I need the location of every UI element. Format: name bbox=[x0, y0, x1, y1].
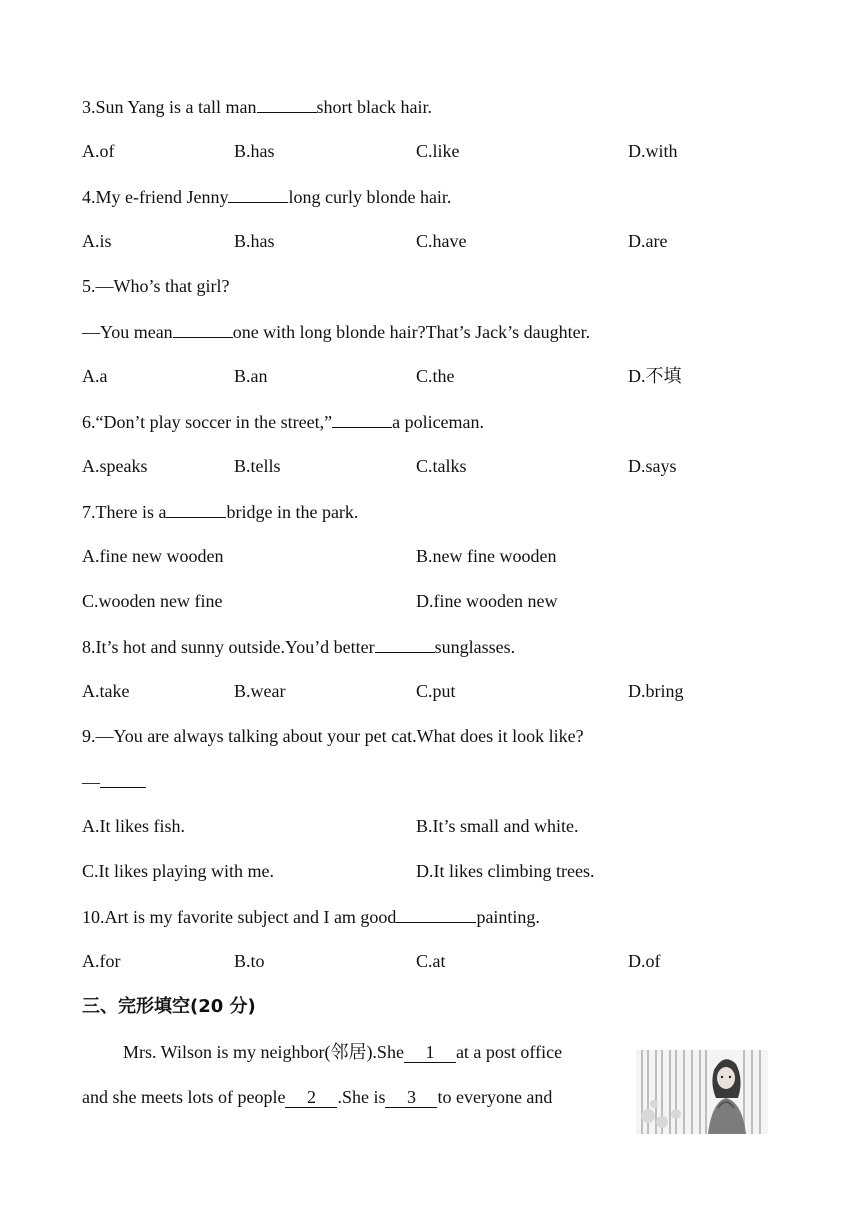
option-b: B.has bbox=[234, 231, 275, 251]
question-5: 5.—Who’s that girl? bbox=[82, 276, 230, 296]
question-text: 4.My e-friend Jenny bbox=[82, 187, 229, 207]
option-c: C.wooden new fine bbox=[82, 591, 223, 611]
option-a: A.take bbox=[82, 681, 130, 701]
option-a: A.It likes fish. bbox=[82, 816, 185, 836]
option-a: A.for bbox=[82, 951, 121, 971]
question-text: painting. bbox=[476, 907, 540, 927]
question-9-reply bbox=[82, 769, 146, 794]
question-text: bridge in the park. bbox=[226, 502, 359, 522]
option-c: C.like bbox=[416, 141, 460, 161]
answer-blank bbox=[332, 409, 392, 428]
woman-illustration-svg bbox=[636, 1050, 768, 1134]
question-text: 6.“Don’t play soccer in the street,” bbox=[82, 412, 333, 432]
passage-text: Mrs. Wilson is my neighbor(邻居).She bbox=[123, 1042, 404, 1062]
cloze-blank-2: 2 bbox=[285, 1087, 337, 1108]
option-b: B.has bbox=[234, 141, 275, 161]
question-7 bbox=[82, 499, 358, 524]
passage-text: to everyone and bbox=[437, 1087, 553, 1107]
passage-text: at a post office bbox=[455, 1042, 563, 1062]
answer-blank bbox=[375, 634, 435, 653]
answer-blank bbox=[173, 319, 233, 338]
cloze-blank-3: 3 bbox=[385, 1087, 437, 1108]
option-c: C.talks bbox=[416, 456, 467, 476]
question-text: 3.Sun Yang is a tall man bbox=[82, 97, 257, 117]
question-text: — bbox=[82, 772, 100, 792]
cloze-blank-1: 1 bbox=[404, 1042, 456, 1063]
question-3 bbox=[82, 94, 432, 119]
option-a: A.fine new wooden bbox=[82, 546, 224, 566]
option-c: C.at bbox=[416, 951, 446, 971]
option-a: A.a bbox=[82, 366, 108, 386]
option-d: D.bring bbox=[628, 681, 684, 701]
option-d: D.不填 bbox=[628, 366, 682, 386]
answer-blank bbox=[100, 769, 146, 788]
passage-text: and she meets lots of people bbox=[82, 1087, 286, 1107]
question-8 bbox=[82, 634, 515, 659]
question-text: short black hair. bbox=[316, 97, 432, 117]
option-b: B.tells bbox=[234, 456, 281, 476]
option-d: D.are bbox=[628, 231, 668, 251]
question-text: 7.There is a bbox=[82, 502, 167, 522]
option-d: D.with bbox=[628, 141, 678, 161]
option-b: B.to bbox=[234, 951, 265, 971]
question-5-reply bbox=[82, 319, 590, 344]
answer-blank bbox=[228, 184, 288, 203]
woman-illustration bbox=[636, 1050, 768, 1134]
question-text: 8.It’s hot and sunny outside.You’d better bbox=[82, 637, 375, 657]
question-text: long curly blonde hair. bbox=[288, 187, 452, 207]
question-9: 9.—You are always talking about your pet cat.What does it look like? bbox=[82, 726, 584, 746]
section-heading: 三、完形填空(20 分) bbox=[82, 996, 256, 1017]
question-text: 10.Art is my favorite subject and I am good bbox=[82, 907, 397, 927]
option-b: B.It’s small and white. bbox=[416, 816, 579, 836]
question-text: —You mean bbox=[82, 322, 173, 342]
option-b: B.new fine wooden bbox=[416, 546, 557, 566]
answer-blank bbox=[166, 499, 226, 518]
option-d: D.says bbox=[628, 456, 677, 476]
option-c: C.It likes playing with me. bbox=[82, 861, 274, 881]
option-a: A.is bbox=[82, 231, 112, 251]
answer-blank bbox=[396, 904, 476, 923]
option-c: C.put bbox=[416, 681, 456, 701]
option-d: D.fine wooden new bbox=[416, 591, 558, 611]
question-text: sunglasses. bbox=[434, 637, 516, 657]
passage-line-2 bbox=[82, 1085, 616, 1109]
option-d: D.of bbox=[628, 951, 661, 971]
question-text: one with long blonde hair?That’s Jack’s daughter. bbox=[232, 322, 591, 342]
question-6 bbox=[82, 409, 484, 434]
option-c: C.the bbox=[416, 366, 455, 386]
question-4 bbox=[82, 184, 451, 209]
question-10 bbox=[82, 904, 540, 929]
option-d: D.It likes climbing trees. bbox=[416, 861, 595, 881]
question-text: a policeman. bbox=[392, 412, 485, 432]
option-a: A.of bbox=[82, 141, 115, 161]
option-b: B.an bbox=[234, 366, 268, 386]
option-c: C.have bbox=[416, 231, 467, 251]
passage-text: .She is bbox=[337, 1087, 386, 1107]
option-a: A.speaks bbox=[82, 456, 148, 476]
option-b: B.wear bbox=[234, 681, 286, 701]
passage-line-1 bbox=[82, 1040, 616, 1064]
answer-blank bbox=[257, 94, 317, 113]
